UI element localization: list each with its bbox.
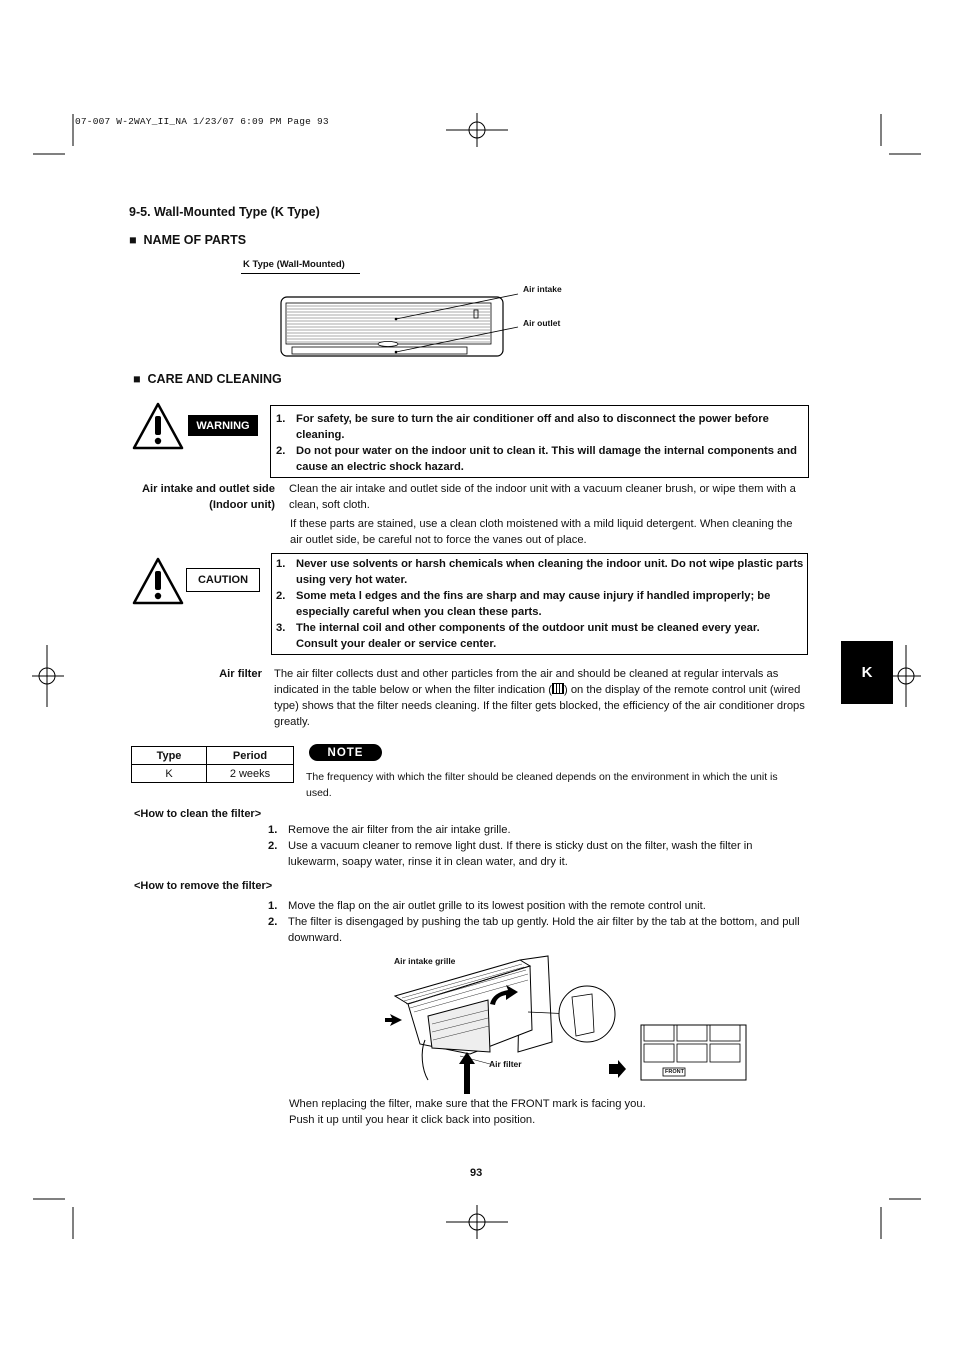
section-title: 9-5. Wall-Mounted Type (K Type)	[129, 205, 320, 219]
name-of-parts-heading: ■ NAME OF PARTS	[129, 233, 247, 247]
warning-label: WARNING	[188, 415, 258, 436]
label-air-outlet: Air outlet	[523, 318, 561, 328]
note-label: NOTE	[309, 744, 382, 761]
warning-box	[270, 405, 809, 478]
caution-triangle-icon	[131, 556, 185, 606]
caution-item: 1. Never use solvents or harsh chemicals when cleaning the indoor unit. Do not wipe plastic parts using very hot water.	[276, 558, 804, 586]
closing-text: When replacing the filter, make sure that the FRONT mark is facing you. Push it up until you hear it click back into position.	[289, 1098, 646, 1126]
warning-triangle-icon	[131, 401, 185, 451]
period-table	[131, 746, 294, 783]
label-air-intake: Air intake	[523, 284, 562, 294]
filter-indication-icon	[552, 683, 564, 694]
side-tab: K	[841, 641, 893, 704]
how-to-remove-list	[268, 898, 804, 946]
air-filter-label: Air filter	[219, 668, 262, 680]
page-number: 93	[470, 1167, 483, 1179]
square-bullet-icon: ■	[133, 372, 141, 386]
list-item: 2. Use a vacuum cleaner to remove light dust. If there is sticky dust on the filter, wash the filter in lukewarm, soapy water, rinse it in clean water, and dry it.	[268, 840, 753, 868]
air-intake-text-1: Clean the air intake and outlet side of the indoor unit with a vacuum cleaner brush, or wipe them with a clean, soft cloth.	[289, 483, 796, 511]
print-mark: 07-007 W-2WAY_II_NA 1/23/07 6:09 PM Page 93	[75, 116, 329, 127]
list-item: 1. Remove the air filter from the air intake grille.	[268, 824, 511, 836]
table-cell-period: 2 weeks	[207, 765, 294, 783]
table-header-period: Period	[207, 747, 294, 765]
air-intake-outlet-label: Air intake and outlet side (Indoor unit)	[141, 483, 275, 511]
filter-removal-illustration	[380, 952, 760, 1100]
air-intake-text-2: If these parts are stained, use a clean cloth moistened with a mild liquid detergent. When cleaning the air outlet side, be careful not to force the vanes out of place.	[290, 518, 793, 546]
list-item: 1. Move the flap on the air outlet grille to its lowest position with the remote control unit.	[268, 900, 706, 912]
caution-item: 2. Some meta l edges and the fins are sharp and may cause injury if handled improperly; be especially careful when you clean these parts.	[276, 590, 771, 618]
caution-label: CAUTION	[186, 568, 260, 592]
how-to-remove-heading: <How to remove the filter>	[134, 880, 273, 892]
warning-item: 2. Do not pour water on the indoor unit to clean it. This will damage the internal components and cause an electric shock hazard.	[276, 445, 797, 473]
caution-item: 3. The internal coil and other components of the outdoor unit must be cleaned every year. Consult your dealer or service center.	[276, 622, 760, 650]
warning-item: 1. For safety, be sure to turn the air conditioner off and also to disconnect the power before cleaning.	[276, 413, 769, 441]
figure-caption: K Type (Wall-Mounted)	[243, 259, 345, 270]
table-cell-type: K	[132, 765, 207, 783]
label-air-filter: Air filter	[489, 1059, 522, 1069]
table-header-type: Type	[132, 747, 207, 765]
how-to-clean-list	[268, 822, 804, 870]
list-item: 2. The filter is disengaged by pushing the tab up gently. Hold the air filter by the tab at the bottom, and pull downward.	[268, 916, 800, 944]
air-filter-text: The air filter collects dust and other particles from the air and should be cleaned at regular intervals as indicated in the table below or when the filter indication ( ) on the display of the remote control unit (wired type) shows that the filter needs cleaning. If the filter gets blocked, the efficiency of the air conditioner drops greatly.	[274, 668, 805, 728]
caption-underline	[241, 273, 360, 274]
note-text: The frequency with which the filter should be cleaned depends on the environment in which the unit is used.	[306, 771, 778, 799]
how-to-clean-heading: <How to clean the filter>	[134, 808, 262, 820]
square-bullet-icon: ■	[129, 233, 137, 247]
label-air-intake-grille: Air intake grille	[394, 956, 456, 966]
care-heading: ■ CARE AND CLEANING	[133, 372, 282, 386]
table-row	[132, 765, 294, 783]
label-front: FRONT	[665, 1069, 684, 1075]
caution-box	[271, 553, 808, 655]
